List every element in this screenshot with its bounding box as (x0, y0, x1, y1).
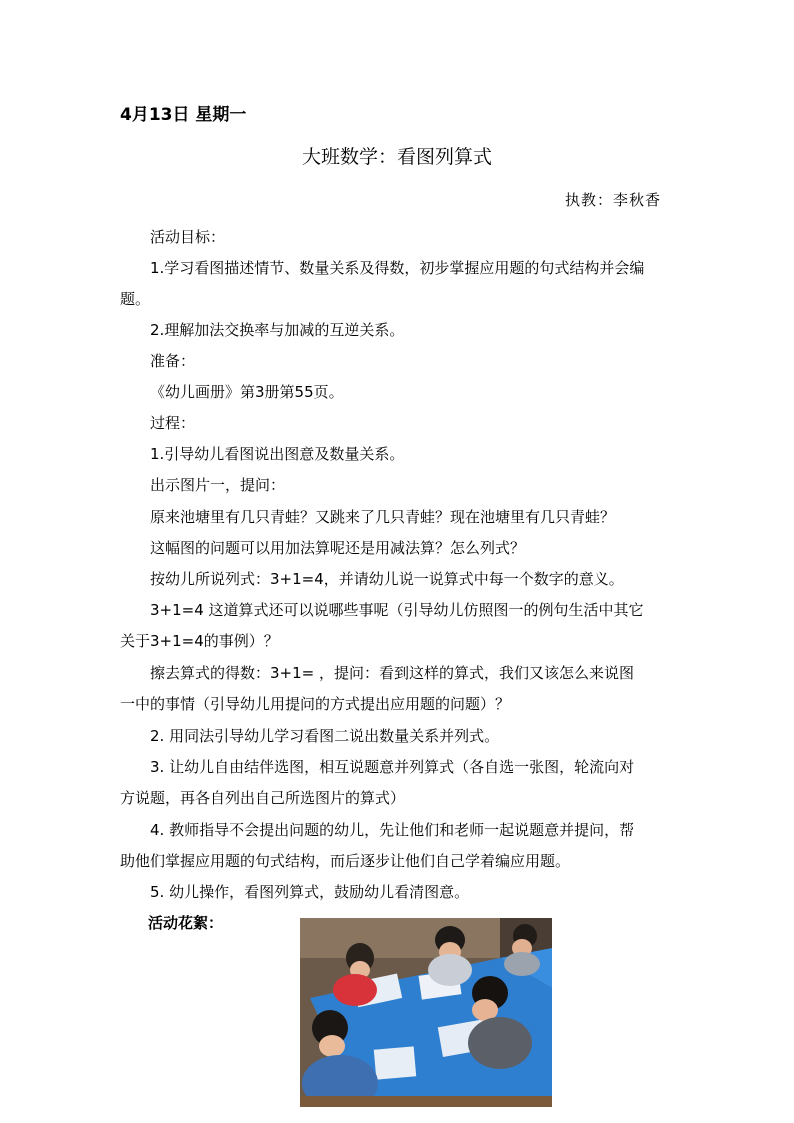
step-3-line-b: 方说题，再各自列出自己所选图片的算式） (120, 789, 406, 807)
teacher-line: 执教：李秋香 (565, 191, 662, 209)
step-1-e-line-a: 3+1=4 这道算式还可以说哪些事呢（引导幼儿仿照图一的例句生活中其它 (150, 601, 644, 619)
goal-2: 2.理解加法交换率与加减的互逆关系。 (150, 321, 405, 339)
step-1-b: 原来池塘里有几只青蛙？又跳来了几只青蛙？现在池塘里有几只青蛙？ (150, 508, 616, 526)
step-5: 5. 幼儿操作，看图列算式，鼓励幼儿看清图意。 (150, 883, 470, 901)
step-1-d: 按幼儿所说列式：3+1=4，并请幼儿说一说算式中每一个数字的意义。 (150, 570, 624, 588)
step-1-f-line-b: 一中的事情（引导幼儿用提问的方式提出应用题的问题）？ (120, 695, 511, 713)
activity-photo (300, 918, 552, 1107)
goal-1-line-b: 题。 (120, 290, 151, 308)
step-4-line-b: 助他们掌握应用题的句式结构，而后逐步让他们自己学着编应用题。 (120, 852, 571, 870)
step-1-e-line-b: 关于3+1=4的事例）？ (120, 632, 279, 650)
goal-heading: 活动目标： (150, 228, 226, 246)
date-heading: 4月13日 星期一 (120, 105, 247, 125)
step-1-f-line-a: 擦去算式的得数：3+1= ，提问：看到这样的算式，我们又该怎么来说图 (150, 664, 634, 682)
step-1: 1.引导幼儿看图说出图意及数量关系。 (150, 445, 405, 463)
prep-heading: 准备： (150, 352, 196, 370)
step-4-line-a: 4. 教师指导不会提出问题的幼儿，先让他们和老师一起说题意并提问，帮 (150, 821, 635, 839)
step-1-a: 出示图片一，提问： (150, 476, 286, 494)
prep-1: 《幼儿画册》第3册第55页。 (150, 383, 344, 401)
page-title: 大班数学：看图列算式 (301, 146, 492, 168)
step-1-c: 这幅图的问题可以用加法算呢还是用减法算？怎么列式？ (150, 539, 526, 557)
step-3-line-a: 3. 让幼儿自由结伴选图，相互说题意并列算式（各自选一张图，轮流向对 (150, 758, 635, 776)
process-heading: 过程： (150, 414, 196, 432)
goal-1-line-a: 1.学习看图描述情节、数量关系及得数，初步掌握应用题的句式结构并会编 (150, 259, 645, 277)
step-2: 2. 用同法引导幼儿学习看图二说出数量关系并列式。 (150, 727, 500, 745)
highlights-heading: 活动花絮： (148, 914, 224, 932)
